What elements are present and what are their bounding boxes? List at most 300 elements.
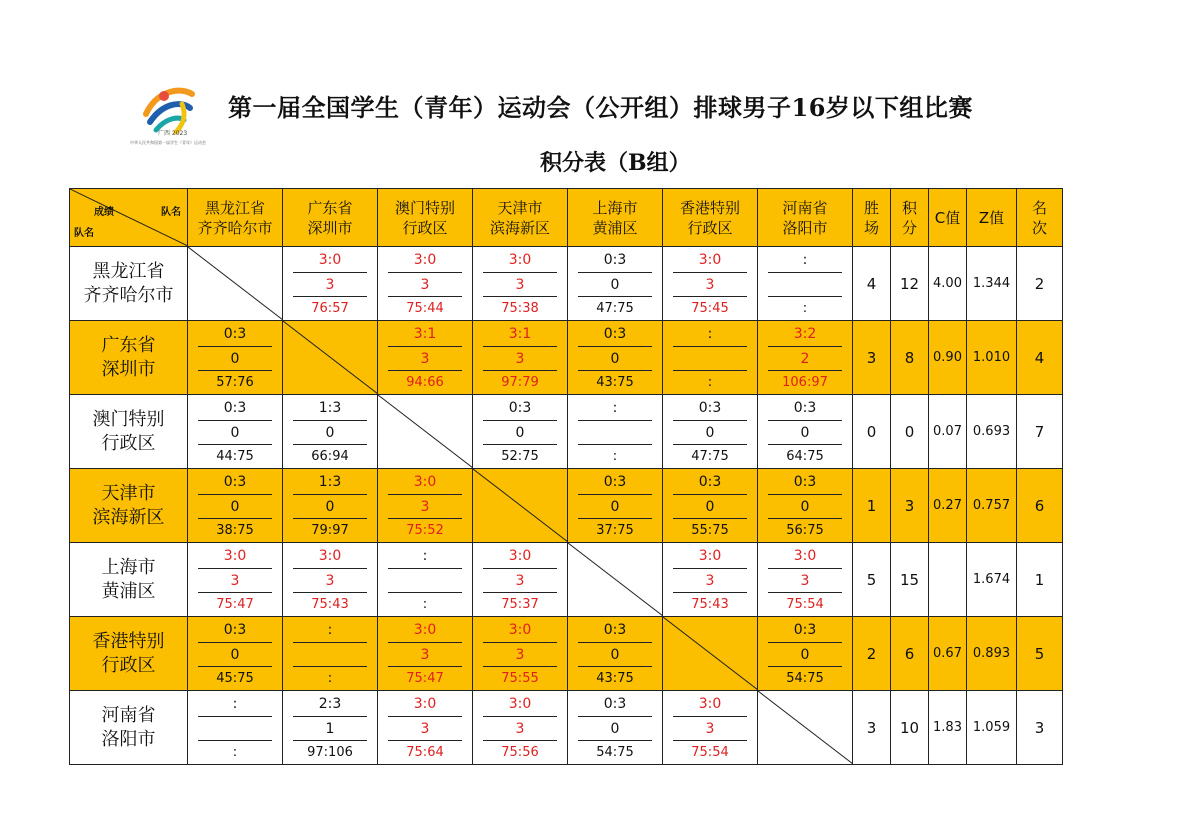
match-result [473,617,567,690]
column-header-line: 行政区 [402,218,448,237]
rally-points: 55:75 [691,523,729,538]
rally-points: 75:56 [501,745,539,760]
self-match-cell [663,617,758,691]
z-value: 0.893 [967,617,1017,691]
points-value: 3 [891,469,929,543]
match-result [663,469,757,542]
match-result [758,469,852,542]
match-cell [663,543,758,617]
match-result [473,395,567,468]
page-subtitle: 积分表（B组） [540,150,691,176]
set-score: 3:1 [413,326,437,342]
set-score: 0:3 [603,696,627,712]
stat-column-header [891,189,929,247]
match-cell [758,395,853,469]
team-name-line: 洛阳市 [101,728,156,750]
stat-column-header [853,189,891,247]
match-result [283,691,377,764]
set-score: 1:3 [318,400,342,416]
match-points: 0 [610,646,620,663]
self-match-cell [568,543,663,617]
set-score: 1:3 [318,474,342,490]
match-cell [283,469,378,543]
set-score: 3:0 [413,696,437,712]
set-score: 2:3 [318,696,342,712]
column-header-line: 黄浦区 [592,218,638,237]
set-score: 0:3 [793,400,817,416]
match-result [378,617,472,690]
match-result [378,691,472,764]
set-score: 3:0 [698,696,722,712]
set-score: 0:3 [223,474,247,490]
match-points: 1 [325,720,335,737]
match-cell [663,247,758,321]
set-score: : [422,548,428,564]
logo-caption-text: 中华人民共和国第一届学生（青年）运动会 [130,140,206,145]
score-divider [768,272,842,273]
table-row [70,247,1063,321]
set-score: : [327,622,333,638]
match-cell [568,469,663,543]
set-score: 0:3 [793,474,817,490]
match-cell [758,321,853,395]
column-header-line: 河南省 [782,198,828,217]
match-cell [188,469,283,543]
row-team-name [70,617,188,691]
corner-score-label: 成绩 [94,207,114,218]
score-divider [293,642,367,643]
column-header [188,189,283,247]
set-score: 3:0 [508,696,532,712]
match-points: 0 [230,498,240,515]
row-team-name [70,543,188,617]
wins-value: 5 [853,543,891,617]
corner-cell [70,189,188,247]
match-cell [378,321,473,395]
rank-value: 7 [1017,395,1063,469]
rank-value: 3 [1017,691,1063,765]
points-value: 12 [891,247,929,321]
match-result [663,395,757,468]
set-score: 3:0 [793,548,817,564]
stat-column-header [929,189,967,247]
match-points: 0 [610,498,620,515]
corner-team-label: 队名 [161,207,181,218]
table-row [70,543,1063,617]
match-cell [568,395,663,469]
match-result [758,247,852,320]
match-result [568,691,662,764]
rank-value: 1 [1017,543,1063,617]
stat-header-line: 分 [901,218,917,237]
stat-header-line: Z值 [978,208,1005,227]
match-result [188,321,282,394]
z-value: 1.010 [967,321,1017,395]
row-team-name [70,247,188,321]
match-result [473,247,567,320]
rally-points: : [707,375,713,390]
set-score: 0:3 [793,622,817,638]
column-header [283,189,378,247]
diagonal-line [378,395,473,468]
points-value: 10 [891,691,929,765]
set-score: 0:3 [603,252,627,268]
match-cell [663,321,758,395]
rally-points: 37:75 [596,523,634,538]
rally-points: 94:66 [406,375,444,390]
column-header-line: 上海市 [592,198,638,217]
rally-points: 75:44 [406,301,444,316]
match-points: 3 [515,572,525,589]
team-name-line: 河南省 [101,704,156,726]
column-header-line: 深圳市 [307,218,353,237]
rally-points: 75:43 [311,597,349,612]
match-result [663,691,757,764]
team-name-line: 广东省 [101,334,156,356]
match-cell [188,617,283,691]
rally-points: : [422,597,428,612]
match-points: 0 [230,646,240,663]
match-cell [188,395,283,469]
match-points: 0 [325,424,335,441]
rally-points: 76:57 [311,301,349,316]
diagonal-line [758,691,853,764]
corner-row-team-label: 队名 [74,228,94,239]
rally-points: 47:75 [596,301,634,316]
match-result [378,247,472,320]
row-team-name [70,691,188,765]
rally-points: 75:43 [691,597,729,612]
set-score: 3:0 [413,622,437,638]
match-cell [663,469,758,543]
rally-points: 52:75 [501,449,539,464]
team-name-line: 行政区 [101,432,156,454]
set-score: 3:0 [413,252,437,268]
match-points: 3 [515,276,525,293]
match-cell [188,543,283,617]
z-value: 1.059 [967,691,1017,765]
rally-points: 75:55 [501,671,539,686]
rally-points: 47:75 [691,449,729,464]
match-result [188,395,282,468]
z-value: 0.757 [967,469,1017,543]
match-result [378,543,472,616]
match-result [283,543,377,616]
match-points: 3 [420,276,430,293]
match-cell [378,691,473,765]
set-score: 0:3 [698,400,722,416]
match-result [568,247,662,320]
c-value: 4.00 [929,247,967,321]
c-value: 1.83 [929,691,967,765]
team-name-line: 行政区 [101,654,156,676]
set-score: 3:0 [698,548,722,564]
column-header-line: 天津市 [497,198,543,217]
match-cell [378,617,473,691]
rally-points: 75:54 [786,597,824,612]
set-score: 3:0 [698,252,722,268]
stat-header-line: 胜 [863,198,879,217]
match-result [188,617,282,690]
match-points: 0 [800,498,810,515]
rank-value: 4 [1017,321,1063,395]
table-row [70,321,1063,395]
match-points: 3 [420,646,430,663]
set-score: 3:0 [223,548,247,564]
set-score: 3:0 [318,252,342,268]
match-cell [378,469,473,543]
c-value: 0.90 [929,321,967,395]
match-points: 0 [800,424,810,441]
match-cell [473,691,568,765]
match-cell [663,691,758,765]
match-result [188,543,282,616]
match-result [568,321,662,394]
match-result [473,321,567,394]
match-result [663,543,757,616]
match-cell [283,617,378,691]
set-score: 3:1 [508,326,532,342]
z-value: 0.693 [967,395,1017,469]
column-header [758,189,853,247]
points-value: 6 [891,617,929,691]
match-points: 0 [610,720,620,737]
match-cell [188,321,283,395]
team-name-line: 齐齐哈尔市 [83,284,174,306]
match-points: 0 [705,498,715,515]
column-header-line: 黑龙江省 [204,198,265,217]
match-result [283,617,377,690]
column-header-line: 香港特别 [679,198,740,217]
match-cell [283,247,378,321]
match-result [283,247,377,320]
set-score: 3:2 [793,326,817,342]
match-result [283,469,377,542]
match-result [378,321,472,394]
match-result [758,321,852,394]
match-points: 3 [515,646,525,663]
match-cell [568,321,663,395]
match-cell [283,395,378,469]
set-score: 0:3 [223,326,247,342]
match-result [568,617,662,690]
rally-points: 97:79 [501,375,539,390]
match-cell [283,543,378,617]
diagonal-line [283,321,378,394]
match-cell [283,691,378,765]
rally-points: 54:75 [786,671,824,686]
column-header-line: 广东省 [307,198,353,217]
standings-table [69,188,1063,765]
rank-value: 6 [1017,469,1063,543]
stat-column-header [967,189,1017,247]
set-score: 3:0 [508,622,532,638]
score-divider [198,716,272,717]
set-score: 0:3 [603,622,627,638]
stat-header-line: 积 [901,198,917,217]
page-title: 第一届全国学生（青年）运动会（公开组）排球男子16岁以下组比赛 [228,93,973,122]
rally-points: 75:64 [406,745,444,760]
match-points: 0 [610,276,620,293]
match-result [568,469,662,542]
match-points: 3 [325,572,335,589]
match-cell [663,395,758,469]
match-points: 0 [230,424,240,441]
match-result [473,543,567,616]
match-points: 3 [515,350,525,367]
match-result [283,395,377,468]
match-result [663,247,757,320]
points-value: 15 [891,543,929,617]
stat-header-line: C值 [934,208,961,227]
match-points: 0 [515,424,525,441]
team-name-line: 上海市 [101,556,156,578]
match-cell [758,469,853,543]
match-cell [378,543,473,617]
match-points: 3 [705,572,715,589]
score-divider [388,568,462,569]
wins-value: 3 [853,691,891,765]
team-name-line: 天津市 [101,482,156,504]
points-value: 8 [891,321,929,395]
stat-header-line: 名 [1031,198,1047,217]
match-cell [473,247,568,321]
column-header-line: 澳门特别 [394,198,455,217]
match-points: 0 [705,424,715,441]
wins-value: 1 [853,469,891,543]
set-score: 3:0 [508,252,532,268]
c-value [929,543,967,617]
row-team-name [70,395,188,469]
rank-value: 5 [1017,617,1063,691]
match-cell [758,617,853,691]
c-value: 0.67 [929,617,967,691]
match-points: 0 [800,646,810,663]
match-points: 3 [420,720,430,737]
c-value: 0.07 [929,395,967,469]
match-points: 3 [230,572,240,589]
team-name-line: 滨海新区 [92,506,165,528]
match-result [568,395,662,468]
rally-points: 97:106 [307,745,353,760]
match-result [758,395,852,468]
self-match-cell [473,469,568,543]
table-row [70,469,1063,543]
rally-points: : [232,745,238,760]
table-row [70,395,1063,469]
match-cell [758,543,853,617]
match-cell [568,247,663,321]
score-divider [578,420,652,421]
match-result [663,321,757,394]
rank-value: 2 [1017,247,1063,321]
match-points: 2 [800,350,810,367]
column-header [473,189,568,247]
rally-points: 54:75 [596,745,634,760]
match-cell [473,617,568,691]
set-score: 3:0 [508,548,532,564]
match-result [188,691,282,764]
set-score: : [707,326,713,342]
column-header-line: 齐齐哈尔市 [197,218,273,237]
match-cell [758,247,853,321]
diagonal-line [663,617,758,690]
match-points: 3 [705,720,715,737]
score-divider [673,346,747,347]
match-points: 3 [420,350,430,367]
rally-points: 57:76 [216,375,254,390]
match-points: 0 [610,350,620,367]
rally-points: : [802,301,808,316]
z-value: 1.674 [967,543,1017,617]
c-value: 0.27 [929,469,967,543]
match-cell [473,543,568,617]
match-cell [473,395,568,469]
set-score: 0:3 [603,326,627,342]
set-score: 0:3 [223,622,247,638]
rally-points: 43:75 [596,375,634,390]
rally-points: 38:75 [216,523,254,538]
stat-column-header [1017,189,1063,247]
self-match-cell [378,395,473,469]
wins-value: 4 [853,247,891,321]
set-score: 0:3 [223,400,247,416]
z-value: 1.344 [967,247,1017,321]
rally-points: 75:45 [691,301,729,316]
match-points: 0 [230,350,240,367]
rally-points: 75:37 [501,597,539,612]
match-result [188,469,282,542]
match-result [758,543,852,616]
match-cell [378,247,473,321]
match-result [758,617,852,690]
set-score: : [802,252,808,268]
wins-value: 3 [853,321,891,395]
logo-city-text: 广西 2023 [158,130,188,137]
diagonal-line [568,543,663,616]
self-match-cell [758,691,853,765]
rally-points: 44:75 [216,449,254,464]
match-result [378,469,472,542]
match-cell [568,617,663,691]
table-row [70,617,1063,691]
match-cell [188,691,283,765]
row-team-name [70,321,188,395]
rally-points: 75:52 [406,523,444,538]
rally-points: 64:75 [786,449,824,464]
match-points: 3 [325,276,335,293]
diagonal-line [188,247,283,320]
rally-points: : [612,449,618,464]
rally-points: 56:75 [786,523,824,538]
column-header-line: 滨海新区 [489,218,550,237]
match-cell [568,691,663,765]
rally-points: 66:94 [311,449,349,464]
self-match-cell [283,321,378,395]
match-points: 3 [515,720,525,737]
set-score: 3:0 [318,548,342,564]
set-score: 0:3 [508,400,532,416]
team-name-line: 黑龙江省 [92,260,165,282]
table-row [70,691,1063,765]
set-score: 0:3 [603,474,627,490]
set-score: 3:0 [413,474,437,490]
match-points: 3 [800,572,810,589]
row-team-name [70,469,188,543]
rally-points: : [327,671,333,686]
wins-value: 2 [853,617,891,691]
points-value: 0 [891,395,929,469]
